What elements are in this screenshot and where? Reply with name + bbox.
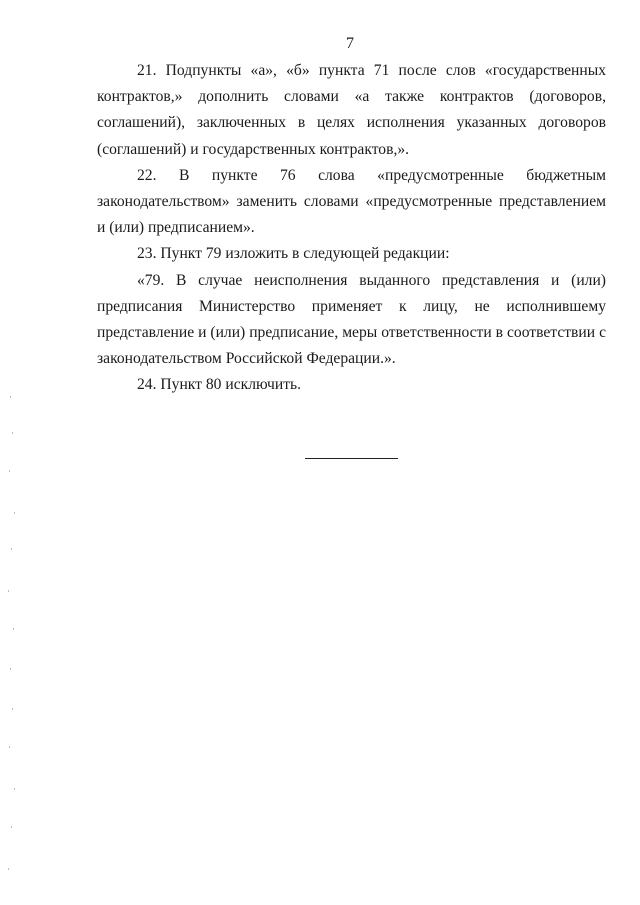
paragraph-22: 22. В пункте 76 слова «предусмотренные бюджетным законодательством» заменить словами «предусмотренные представлением и (или) предписанием».	[97, 166, 606, 237]
scan-speck	[8, 868, 9, 870]
scan-speck	[12, 432, 13, 434]
paragraph-79-quote: «79. В случае неисполнения выданного представления и (или) предписания Министерство применяет к лицу, не исполнившему представление и (или) предписание, меры ответственности в соответствии с законодательством Российской Федерации.».	[97, 271, 606, 368]
scan-speck	[12, 708, 13, 710]
scan-speck	[9, 746, 10, 748]
scan-speck	[14, 512, 15, 514]
end-of-document-line	[305, 458, 398, 459]
scan-speck	[9, 470, 10, 472]
scan-speck	[11, 826, 12, 828]
paragraph-21: 21. Подпункты «а», «б» пункта 71 после слов «государственных контрактов,» дополнить словами «а также контрактов (договоров, соглашений), заключенных в целях исполнения указанных договоров (соглашений) и государственных контрактов,».	[97, 62, 606, 158]
scan-speck	[10, 668, 11, 670]
document-body	[97, 58, 606, 399]
page-number: 7	[346, 35, 354, 52]
scan-speck	[14, 788, 15, 790]
scan-speck	[13, 628, 14, 630]
scan-speck	[10, 396, 11, 398]
scan-speck	[11, 548, 12, 550]
paragraph-23: 23. Пункт 79 изложить в следующей редакции:	[137, 245, 450, 263]
scan-speck	[8, 590, 9, 592]
paragraph-24: 24. Пункт 80 исключить.	[137, 376, 302, 394]
